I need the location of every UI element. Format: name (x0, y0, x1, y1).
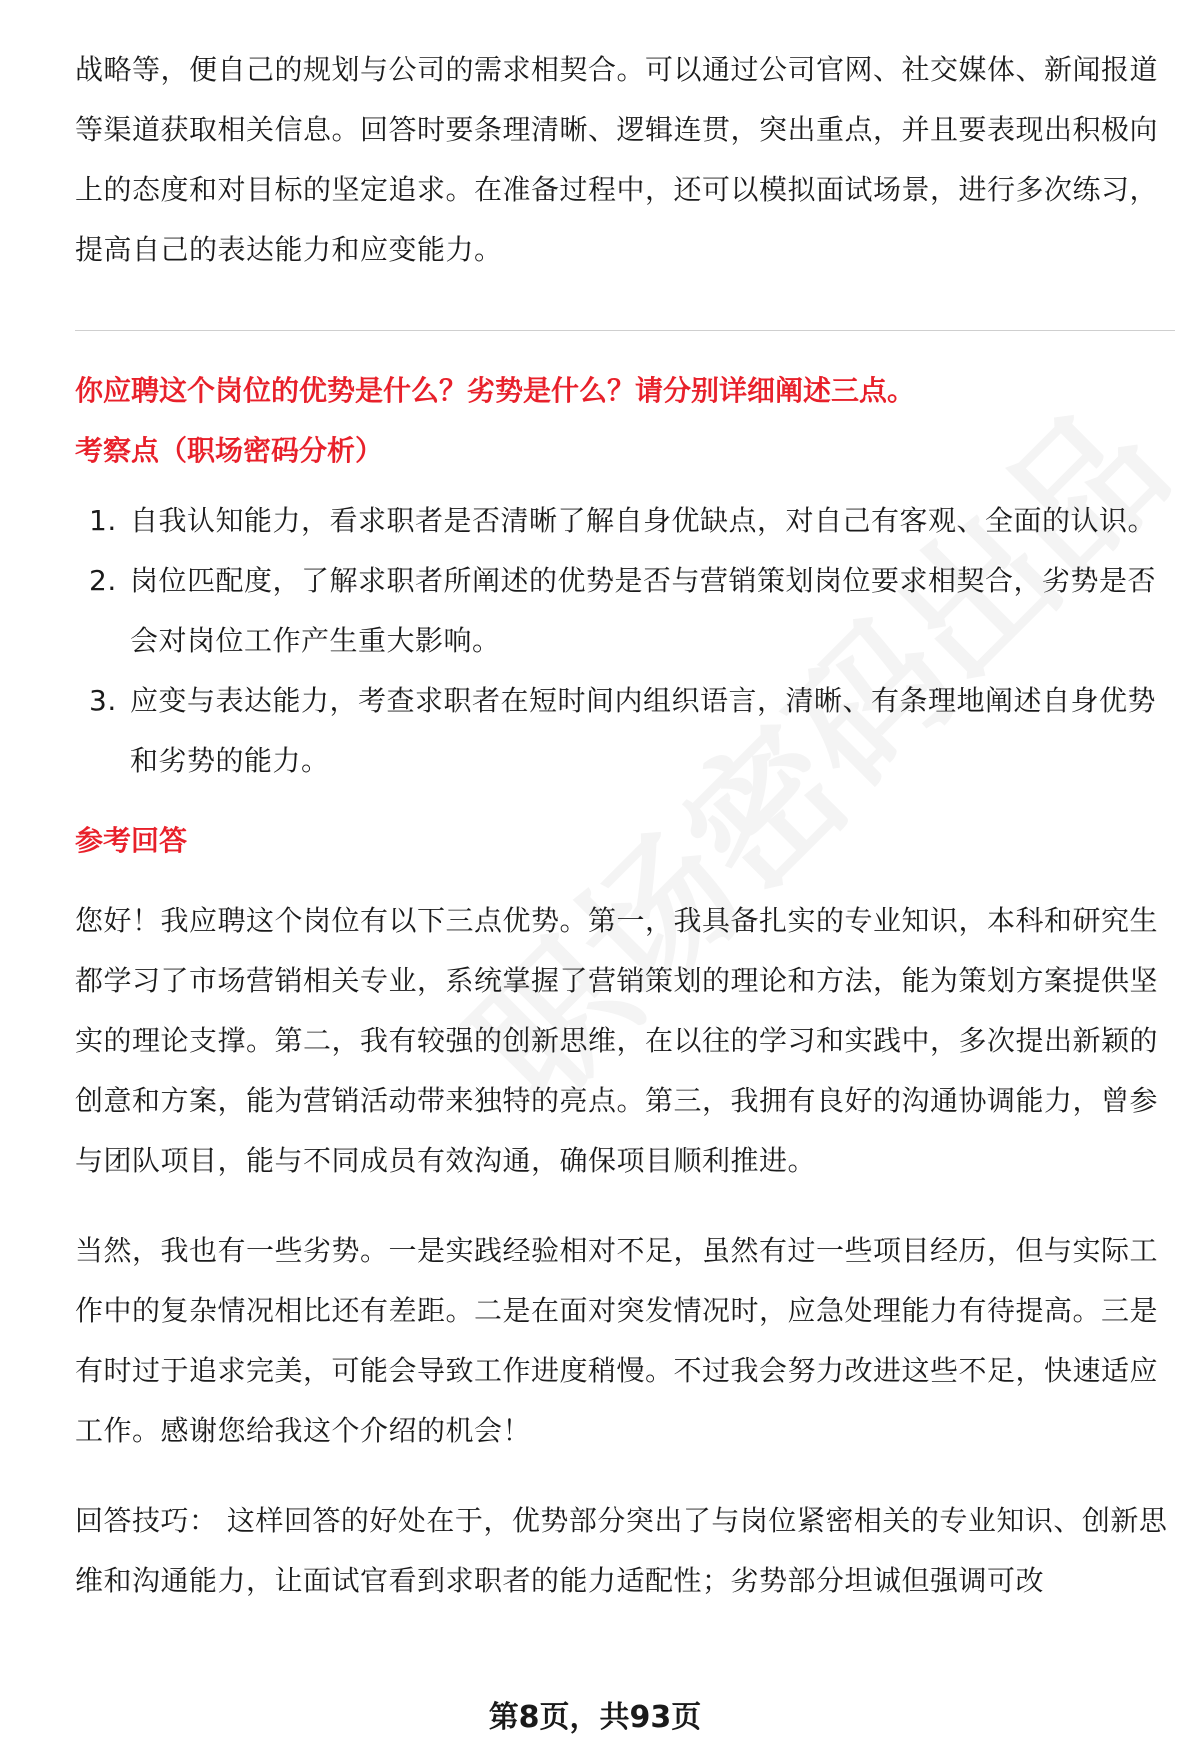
tips-paragraph: 回答技巧： 这样回答的好处在于，优势部分突出了与岗位紧密相关的专业知识、创新思维和沟通能力，让面试官看到求职者的能力适配性；劣势部分坦诚但强调可改 (75, 1504, 1168, 1597)
answer-paragraph-weaknesses: 当然，我也有一些劣势。一是实践经验相对不足，虽然有过一些项目经历，但与实际工作中的复杂情况相比还有差距。二是在面对突发情况时，应急处理能力有待提高。三是有时过于追求完美，可能会导致工作进度稍慢。不过我会努力改进这些不足，快速适应工作。感谢您给我这个介绍的机会！ (75, 1234, 1159, 1447)
list-number: 3. (89, 684, 117, 717)
assessment-point-text: 岗位匹配度，了解求职者所阐述的优势是否与营销策划岗位要求相契合，劣势是否会对岗位工作产生重大影响。 (130, 564, 1157, 657)
reference-answer-title: 参考回答 (75, 824, 188, 857)
page-footer: 第8页，共93页 (488, 1700, 702, 1735)
assessment-point (75, 671, 1175, 791)
list-number: 1. (89, 504, 117, 537)
list-number: 2. (89, 564, 117, 597)
assessment-point-text: 应变与表达能力，考查求职者在短时间内组织语言，清晰、有条理地阐述自身优势和劣势的能力。 (130, 684, 1157, 777)
question-heading: 你应聘这个岗位的优势是什么？劣势是什么？请分别详细阐述三点。 (75, 374, 916, 407)
assessment-point-text: 自我认知能力，看求职者是否清晰了解自身优缺点，对自己有客观、全面的认识。 (130, 504, 1157, 537)
assessment-point (75, 491, 1175, 551)
assessment-list (75, 491, 1175, 791)
section-divider (75, 330, 1175, 331)
intro-paragraph: 战略等，便自己的规划与公司的需求相契合。可以通过公司官网、社交媒体、新闻报道等渠道获取相关信息。回答时要条理清晰、逻辑连贯，突出重点，并且要表现出积极向上的态度和对目标的坚定追求。在准备过程中，还可以模拟面试场景，进行多次练习，提高自己的表达能力和应变能力。 (75, 53, 1159, 266)
document-page (75, 40, 1175, 1611)
assessment-point (75, 551, 1175, 671)
answer-paragraph-strengths: 您好！我应聘这个岗位有以下三点优势。第一，我具备扎实的专业知识，本科和研究生都学习了市场营销相关专业，系统掌握了营销策划的理论和方法，能为策划方案提供坚实的理论支撑。第二，我有较强的创新思维，在以往的学习和实践中，多次提出新颖的创意和方案，能为营销活动带来独特的亮点。第三，我拥有良好的沟通协调能力，曾参与团队项目，能与不同成员有效沟通，确保项目顺利推进。 (75, 904, 1159, 1177)
assessment-title: 考察点（职场密码分析） (75, 434, 384, 467)
